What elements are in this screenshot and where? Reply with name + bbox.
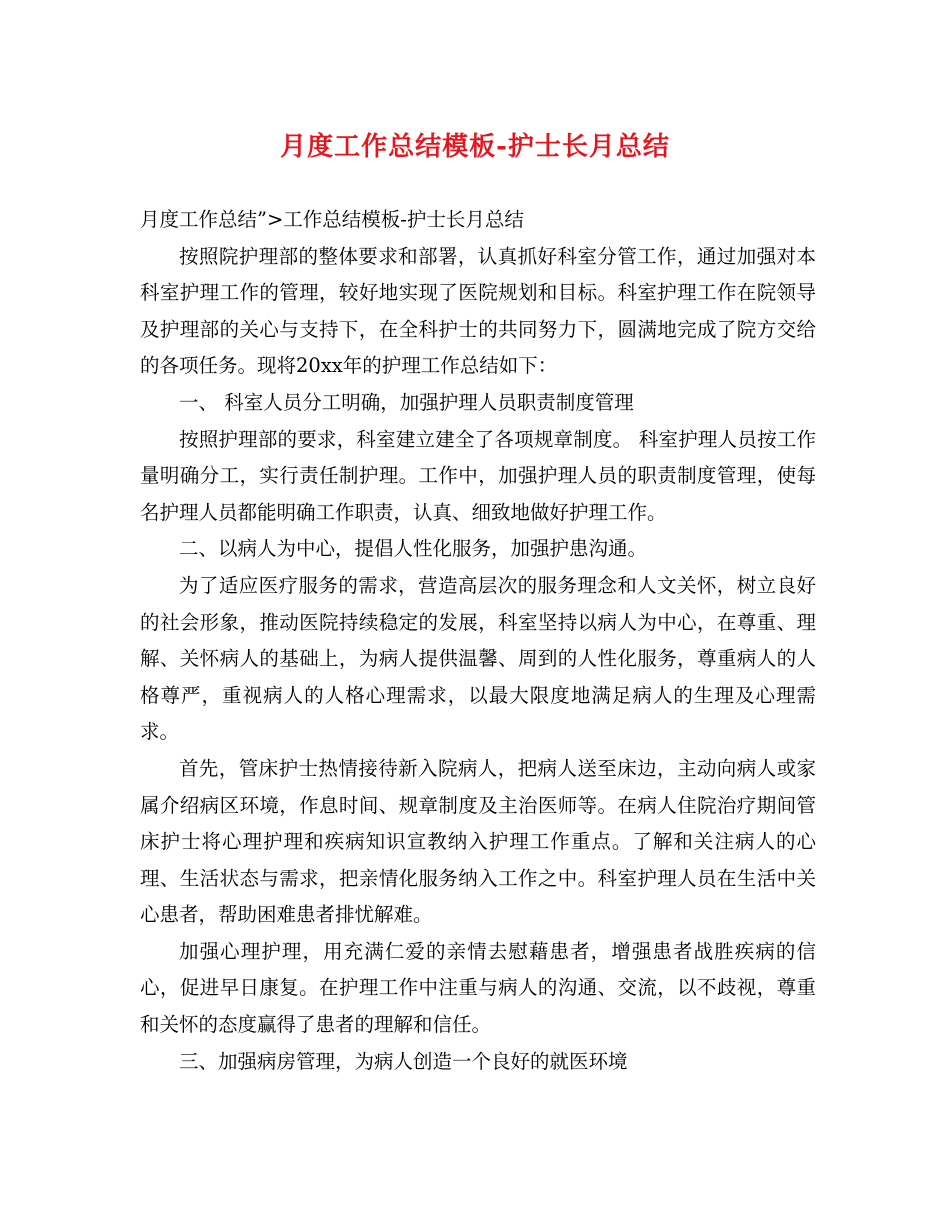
section-heading-2: 二、以病人为中心，提倡人性化服务，加强护患沟通。 <box>179 537 648 561</box>
section-heading-3: 三、加强病房管理，为病人创造一个良好的就医环境 <box>179 1049 628 1073</box>
paragraph-section-2a: 为了适应医疗服务的需求，营造高层次的服务理念和人文关怀，树立良好的社会形象，推动医院持续稳定的发展，科室坚持以病人为中心，在尊重、理解、关怀病人的基础上，为病人提供温馨、周到的人性化服务，尊重病人的人格尊严，重视病人的人格心理需求，以最大限度地满足病人的生理及心理需求。 <box>140 573 816 744</box>
breadcrumb: 月度工作总结”>工作总结模板-护士长月总结 <box>140 208 524 231</box>
section-heading-1: 一、 科室人员分工明确，加强护理人员职责制度管理 <box>179 390 634 414</box>
paragraph-section-2c: 加强心理护理，用充满仁爱的亲情去慰藉患者，增强患者战胜疾病的信心，促进早日康复。在护理工作中注重与病人的沟通、交流，以不歧视，尊重和关怀的态度赢得了患者的理解和信任。 <box>140 939 816 1037</box>
paragraph-intro: 按照院护理部的整体要求和部署，认真抓好科室分管工作，通过加强对本科室护理工作的管理，较好地实现了医院规划和目标。科室护理工作在院领导及护理部的关心与支持下，在全科护士的共同努力下，圆满地完成了院方交给的各项任务。现将20xx年的护理工作总结如下： <box>140 244 816 378</box>
paragraph-section-1: 按照护理部的要求，科室建立建全了各项规章制度。 科室护理人员按工作量明确分工，实行责任制护理。工作中，加强护理人员的职责制度管理，使每名护理人员都能明确工作职责，认真、细致地做好护理工作。 <box>140 427 816 524</box>
document-title: 月度工作总结模板-护士长月总结 <box>280 132 670 162</box>
paragraph-section-2b: 首先，管床护士热情接待新入院病人，把病人送至床边，主动向病人或家属介绍病区环境，作息时间、规章制度及主治医师等。在病人住院治疗期间管床护士将心理护理和疾病知识宣教纳入护理工作重点。了解和关注病人的心理、生活状态与需求，把亲情化服务纳入工作之中。科室护理人员在生活中关心患者，帮助困难患者排忧解难。 <box>140 756 816 927</box>
document-body <box>140 202 816 1080</box>
